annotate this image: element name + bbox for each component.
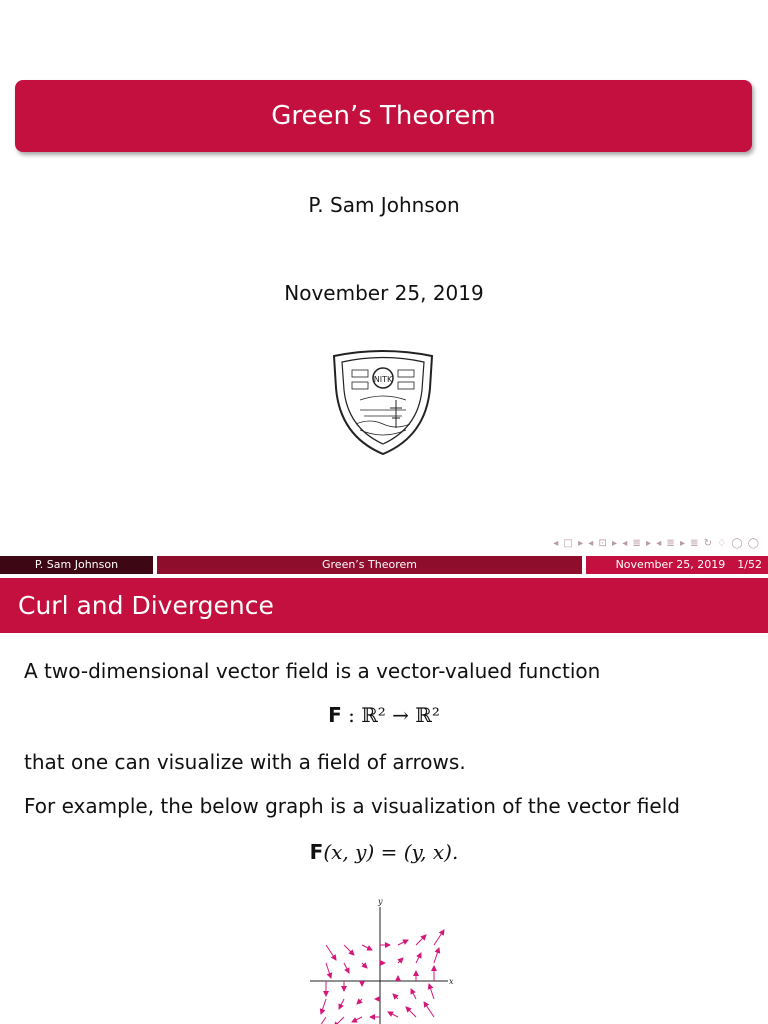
y-axis-label: y <box>378 897 383 906</box>
beamer-navigation-symbols[interactable]: ◂ □ ▸ ◂ ⊡ ▸ ◂ ≣ ▸ ◂ ≣ ▸ ≣ ↻ ♢ ◯ ◯ <box>553 538 760 549</box>
footer-author: P. Sam Johnson <box>0 556 153 574</box>
vector-arrow <box>416 935 426 945</box>
vector-arrow <box>339 999 344 1009</box>
vector-arrow <box>434 948 439 963</box>
vector-arrow <box>357 999 362 1004</box>
vector-arrow <box>416 953 421 963</box>
vector-arrow <box>411 989 416 999</box>
equation-mapping: : ℝ² → ℝ² <box>341 703 440 727</box>
vector-arrow <box>344 945 354 955</box>
footer-page-number: 1/52 <box>737 558 762 571</box>
vector-arrow <box>388 1012 398 1017</box>
presentation-title: Green’s Theorem <box>271 101 496 131</box>
vector-arrow <box>398 958 403 963</box>
equation-field-definition: (x, y) = (y, x). <box>323 840 459 864</box>
paragraph-vector-field-definition: A two-dimensional vector field is a vector-valued function <box>24 659 601 683</box>
presentation-date: November 25, 2019 <box>284 281 484 305</box>
vector-arrow <box>362 963 367 968</box>
vector-arrow <box>362 945 372 950</box>
vector-arrow <box>429 984 434 999</box>
frame-title: Curl and Divergence <box>18 591 274 620</box>
paragraph-example-intro: For example, the below graph is a visualization of the vector field <box>24 794 680 818</box>
vector-arrow <box>344 963 349 973</box>
footer-right <box>586 556 768 574</box>
footer-title: Green’s Theorem <box>157 556 582 574</box>
footer-bar <box>0 556 768 574</box>
footer-date: November 25, 2019 <box>615 558 726 571</box>
title-banner <box>15 80 752 152</box>
vector-arrow <box>316 1017 326 1024</box>
vector-arrow <box>326 945 336 960</box>
vector-arrow <box>326 963 331 978</box>
vector-arrow <box>424 1002 434 1017</box>
equation-bold-f: F <box>328 703 342 727</box>
author-name: P. Sam Johnson <box>308 193 460 217</box>
vector-arrow <box>393 994 398 999</box>
vector-arrow <box>321 999 326 1014</box>
frame-title-bar <box>0 578 768 633</box>
vector-arrow <box>334 1017 344 1024</box>
svg-text:NITK: NITK <box>373 375 393 384</box>
equation-example-field <box>0 840 768 864</box>
institute-seal-logo <box>330 348 436 458</box>
vector-arrow <box>352 1017 362 1022</box>
paragraph-field-of-arrows: that one can visualize with a field of arrows. <box>24 750 466 774</box>
vector-arrow <box>406 1007 416 1017</box>
equation-bold-f: F <box>309 840 324 864</box>
x-axis-label: x <box>449 977 454 986</box>
vector-field-plot <box>300 895 470 1024</box>
equation-function-signature <box>0 703 768 727</box>
vector-arrow <box>398 940 408 945</box>
vector-arrow <box>434 930 444 945</box>
